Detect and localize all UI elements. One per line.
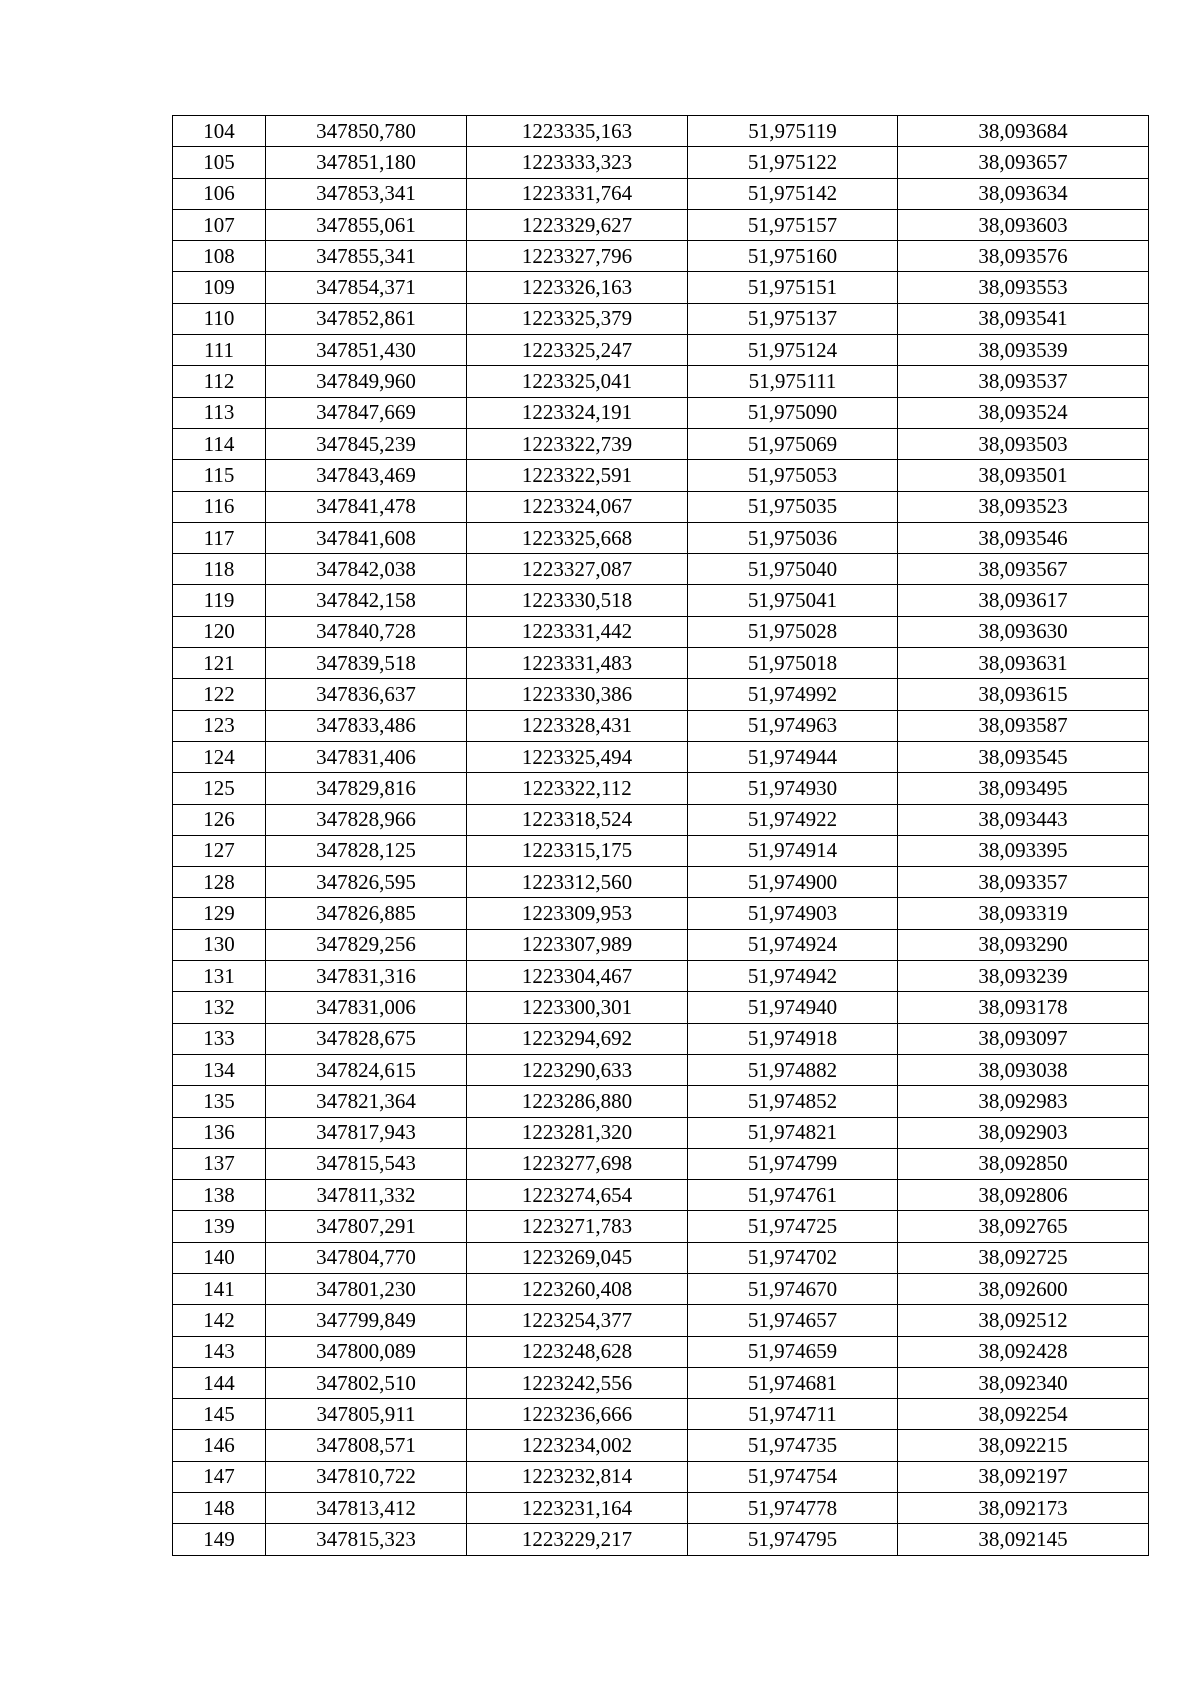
y-coordinate-cell: 1223231,164 — [467, 1493, 688, 1524]
longitude-cell: 38,092145 — [898, 1524, 1149, 1555]
y-coordinate-cell: 1223286,880 — [467, 1086, 688, 1117]
latitude-cell: 51,975053 — [688, 460, 898, 491]
y-coordinate-cell: 1223277,698 — [467, 1148, 688, 1179]
x-coordinate-cell: 347840,728 — [266, 616, 467, 647]
latitude-cell: 51,974924 — [688, 929, 898, 960]
y-coordinate-cell: 1223274,654 — [467, 1180, 688, 1211]
x-coordinate-cell: 347828,966 — [266, 804, 467, 835]
y-coordinate-cell: 1223307,989 — [467, 929, 688, 960]
point-number-cell: 142 — [173, 1305, 266, 1336]
table-row — [173, 1399, 1149, 1430]
x-coordinate-cell: 347817,943 — [266, 1117, 467, 1148]
table-row — [173, 1211, 1149, 1242]
x-coordinate-cell: 347828,125 — [266, 835, 467, 866]
x-coordinate-cell: 347815,323 — [266, 1524, 467, 1555]
x-coordinate-cell: 347855,341 — [266, 241, 467, 272]
table-row — [173, 178, 1149, 209]
point-number-cell: 111 — [173, 335, 266, 366]
point-number-cell: 117 — [173, 522, 266, 553]
latitude-cell: 51,974778 — [688, 1493, 898, 1524]
table-row — [173, 1461, 1149, 1492]
y-coordinate-cell: 1223236,666 — [467, 1399, 688, 1430]
table-row — [173, 1336, 1149, 1367]
x-coordinate-cell: 347831,406 — [266, 741, 467, 772]
x-coordinate-cell: 347839,518 — [266, 648, 467, 679]
x-coordinate-cell: 347842,158 — [266, 585, 467, 616]
y-coordinate-cell: 1223260,408 — [467, 1273, 688, 1304]
point-number-cell: 109 — [173, 272, 266, 303]
x-coordinate-cell: 347810,722 — [266, 1461, 467, 1492]
table-row — [173, 522, 1149, 553]
x-coordinate-cell: 347855,061 — [266, 209, 467, 240]
y-coordinate-cell: 1223322,591 — [467, 460, 688, 491]
table-row — [173, 867, 1149, 898]
y-coordinate-cell: 1223331,764 — [467, 178, 688, 209]
y-coordinate-cell: 1223271,783 — [467, 1211, 688, 1242]
y-coordinate-cell: 1223330,386 — [467, 679, 688, 710]
x-coordinate-cell: 347854,371 — [266, 272, 467, 303]
longitude-cell: 38,093631 — [898, 648, 1149, 679]
x-coordinate-cell: 347813,412 — [266, 1493, 467, 1524]
x-coordinate-cell: 347824,615 — [266, 1054, 467, 1085]
longitude-cell: 38,092806 — [898, 1180, 1149, 1211]
latitude-cell: 51,974681 — [688, 1367, 898, 1398]
longitude-cell: 38,092428 — [898, 1336, 1149, 1367]
longitude-cell: 38,093603 — [898, 209, 1149, 240]
longitude-cell: 38,093634 — [898, 178, 1149, 209]
y-coordinate-cell: 1223242,556 — [467, 1367, 688, 1398]
table-row — [173, 366, 1149, 397]
x-coordinate-cell: 347845,239 — [266, 428, 467, 459]
y-coordinate-cell: 1223331,442 — [467, 616, 688, 647]
longitude-cell: 38,093239 — [898, 961, 1149, 992]
y-coordinate-cell: 1223331,483 — [467, 648, 688, 679]
latitude-cell: 51,974900 — [688, 867, 898, 898]
point-number-cell: 143 — [173, 1336, 266, 1367]
point-number-cell: 132 — [173, 992, 266, 1023]
latitude-cell: 51,974659 — [688, 1336, 898, 1367]
longitude-cell: 38,092765 — [898, 1211, 1149, 1242]
latitude-cell: 51,975090 — [688, 397, 898, 428]
longitude-cell: 38,093523 — [898, 491, 1149, 522]
longitude-cell: 38,093657 — [898, 147, 1149, 178]
latitude-cell: 51,975119 — [688, 116, 898, 147]
table-row — [173, 116, 1149, 147]
y-coordinate-cell: 1223329,627 — [467, 209, 688, 240]
table-row — [173, 1524, 1149, 1555]
latitude-cell: 51,975069 — [688, 428, 898, 459]
point-number-cell: 148 — [173, 1493, 266, 1524]
latitude-cell: 51,974821 — [688, 1117, 898, 1148]
point-number-cell: 149 — [173, 1524, 266, 1555]
point-number-cell: 146 — [173, 1430, 266, 1461]
point-number-cell: 124 — [173, 741, 266, 772]
longitude-cell: 38,093576 — [898, 241, 1149, 272]
longitude-cell: 38,093567 — [898, 554, 1149, 585]
y-coordinate-cell: 1223312,560 — [467, 867, 688, 898]
x-coordinate-cell: 347853,341 — [266, 178, 467, 209]
longitude-cell: 38,093546 — [898, 522, 1149, 553]
x-coordinate-cell: 347852,861 — [266, 303, 467, 334]
x-coordinate-cell: 347821,364 — [266, 1086, 467, 1117]
point-number-cell: 116 — [173, 491, 266, 522]
table-row — [173, 1493, 1149, 1524]
x-coordinate-cell: 347831,316 — [266, 961, 467, 992]
longitude-cell: 38,092903 — [898, 1117, 1149, 1148]
longitude-cell: 38,093097 — [898, 1023, 1149, 1054]
table-row — [173, 616, 1149, 647]
longitude-cell: 38,092512 — [898, 1305, 1149, 1336]
latitude-cell: 51,974711 — [688, 1399, 898, 1430]
latitude-cell: 51,975142 — [688, 178, 898, 209]
longitude-cell: 38,092215 — [898, 1430, 1149, 1461]
latitude-cell: 51,975041 — [688, 585, 898, 616]
table-row — [173, 1086, 1149, 1117]
y-coordinate-cell: 1223330,518 — [467, 585, 688, 616]
longitude-cell: 38,093290 — [898, 929, 1149, 960]
x-coordinate-cell: 347811,332 — [266, 1180, 467, 1211]
y-coordinate-cell: 1223229,217 — [467, 1524, 688, 1555]
longitude-cell: 38,093357 — [898, 867, 1149, 898]
table-row — [173, 1430, 1149, 1461]
y-coordinate-cell: 1223327,796 — [467, 241, 688, 272]
point-number-cell: 106 — [173, 178, 266, 209]
point-number-cell: 139 — [173, 1211, 266, 1242]
point-number-cell: 104 — [173, 116, 266, 147]
latitude-cell: 51,974992 — [688, 679, 898, 710]
point-number-cell: 113 — [173, 397, 266, 428]
point-number-cell: 135 — [173, 1086, 266, 1117]
table-row — [173, 585, 1149, 616]
x-coordinate-cell: 347850,780 — [266, 116, 467, 147]
longitude-cell: 38,092340 — [898, 1367, 1149, 1398]
table-row — [173, 303, 1149, 334]
table-row — [173, 929, 1149, 960]
longitude-cell: 38,093038 — [898, 1054, 1149, 1085]
longitude-cell: 38,093537 — [898, 366, 1149, 397]
y-coordinate-cell: 1223324,191 — [467, 397, 688, 428]
latitude-cell: 51,974852 — [688, 1086, 898, 1117]
latitude-cell: 51,974761 — [688, 1180, 898, 1211]
point-number-cell: 131 — [173, 961, 266, 992]
longitude-cell: 38,093524 — [898, 397, 1149, 428]
table-row — [173, 804, 1149, 835]
x-coordinate-cell: 347802,510 — [266, 1367, 467, 1398]
longitude-cell: 38,093395 — [898, 835, 1149, 866]
coordinates-table — [172, 115, 1149, 1556]
x-coordinate-cell: 347841,608 — [266, 522, 467, 553]
x-coordinate-cell: 347829,816 — [266, 773, 467, 804]
latitude-cell: 51,975157 — [688, 209, 898, 240]
y-coordinate-cell: 1223294,692 — [467, 1023, 688, 1054]
x-coordinate-cell: 347833,486 — [266, 710, 467, 741]
longitude-cell: 38,093553 — [898, 272, 1149, 303]
x-coordinate-cell: 347800,089 — [266, 1336, 467, 1367]
table-row — [173, 147, 1149, 178]
latitude-cell: 51,974799 — [688, 1148, 898, 1179]
x-coordinate-cell: 347799,849 — [266, 1305, 467, 1336]
y-coordinate-cell: 1223281,320 — [467, 1117, 688, 1148]
table-row — [173, 1242, 1149, 1273]
y-coordinate-cell: 1223290,633 — [467, 1054, 688, 1085]
point-number-cell: 114 — [173, 428, 266, 459]
y-coordinate-cell: 1223254,377 — [467, 1305, 688, 1336]
longitude-cell: 38,093503 — [898, 428, 1149, 459]
point-number-cell: 128 — [173, 867, 266, 898]
longitude-cell: 38,093541 — [898, 303, 1149, 334]
table-row — [173, 992, 1149, 1023]
latitude-cell: 51,975111 — [688, 366, 898, 397]
x-coordinate-cell: 347851,180 — [266, 147, 467, 178]
point-number-cell: 138 — [173, 1180, 266, 1211]
y-coordinate-cell: 1223304,467 — [467, 961, 688, 992]
table-row — [173, 710, 1149, 741]
latitude-cell: 51,974942 — [688, 961, 898, 992]
table-row — [173, 460, 1149, 491]
x-coordinate-cell: 347829,256 — [266, 929, 467, 960]
longitude-cell: 38,093587 — [898, 710, 1149, 741]
latitude-cell: 51,974903 — [688, 898, 898, 929]
y-coordinate-cell: 1223333,323 — [467, 147, 688, 178]
latitude-cell: 51,975028 — [688, 616, 898, 647]
x-coordinate-cell: 347826,885 — [266, 898, 467, 929]
longitude-cell: 38,093539 — [898, 335, 1149, 366]
latitude-cell: 51,974735 — [688, 1430, 898, 1461]
table-row — [173, 554, 1149, 585]
point-number-cell: 121 — [173, 648, 266, 679]
longitude-cell: 38,092254 — [898, 1399, 1149, 1430]
table-row — [173, 491, 1149, 522]
longitude-cell: 38,093615 — [898, 679, 1149, 710]
y-coordinate-cell: 1223300,301 — [467, 992, 688, 1023]
y-coordinate-cell: 1223328,431 — [467, 710, 688, 741]
x-coordinate-cell: 347843,469 — [266, 460, 467, 491]
longitude-cell: 38,093443 — [898, 804, 1149, 835]
longitude-cell: 38,093178 — [898, 992, 1149, 1023]
table-row — [173, 1054, 1149, 1085]
table-row — [173, 241, 1149, 272]
y-coordinate-cell: 1223326,163 — [467, 272, 688, 303]
y-coordinate-cell: 1223325,668 — [467, 522, 688, 553]
latitude-cell: 51,974795 — [688, 1524, 898, 1555]
table-row — [173, 428, 1149, 459]
y-coordinate-cell: 1223325,494 — [467, 741, 688, 772]
point-number-cell: 140 — [173, 1242, 266, 1273]
x-coordinate-cell: 347805,911 — [266, 1399, 467, 1430]
longitude-cell: 38,093684 — [898, 116, 1149, 147]
point-number-cell: 144 — [173, 1367, 266, 1398]
latitude-cell: 51,974922 — [688, 804, 898, 835]
y-coordinate-cell: 1223269,045 — [467, 1242, 688, 1273]
table-row — [173, 1180, 1149, 1211]
x-coordinate-cell: 347808,571 — [266, 1430, 467, 1461]
x-coordinate-cell: 347842,038 — [266, 554, 467, 585]
x-coordinate-cell: 347831,006 — [266, 992, 467, 1023]
table-row — [173, 679, 1149, 710]
point-number-cell: 129 — [173, 898, 266, 929]
table-row — [173, 335, 1149, 366]
table-row — [173, 209, 1149, 240]
table-row — [173, 741, 1149, 772]
point-number-cell: 105 — [173, 147, 266, 178]
point-number-cell: 118 — [173, 554, 266, 585]
longitude-cell: 38,093630 — [898, 616, 1149, 647]
longitude-cell: 38,092983 — [898, 1086, 1149, 1117]
table-row — [173, 898, 1149, 929]
latitude-cell: 51,975040 — [688, 554, 898, 585]
longitude-cell: 38,092600 — [898, 1273, 1149, 1304]
point-number-cell: 126 — [173, 804, 266, 835]
latitude-cell: 51,974882 — [688, 1054, 898, 1085]
y-coordinate-cell: 1223327,087 — [467, 554, 688, 585]
y-coordinate-cell: 1223322,112 — [467, 773, 688, 804]
x-coordinate-cell: 347849,960 — [266, 366, 467, 397]
x-coordinate-cell: 347804,770 — [266, 1242, 467, 1273]
x-coordinate-cell: 347828,675 — [266, 1023, 467, 1054]
point-number-cell: 107 — [173, 209, 266, 240]
x-coordinate-cell: 347836,637 — [266, 679, 467, 710]
point-number-cell: 141 — [173, 1273, 266, 1304]
x-coordinate-cell: 347847,669 — [266, 397, 467, 428]
y-coordinate-cell: 1223322,739 — [467, 428, 688, 459]
point-number-cell: 122 — [173, 679, 266, 710]
table-row — [173, 1273, 1149, 1304]
table-row — [173, 272, 1149, 303]
longitude-cell: 38,093319 — [898, 898, 1149, 929]
longitude-cell: 38,092173 — [898, 1493, 1149, 1524]
y-coordinate-cell: 1223318,524 — [467, 804, 688, 835]
latitude-cell: 51,975137 — [688, 303, 898, 334]
latitude-cell: 51,975018 — [688, 648, 898, 679]
point-number-cell: 137 — [173, 1148, 266, 1179]
point-number-cell: 130 — [173, 929, 266, 960]
x-coordinate-cell: 347807,291 — [266, 1211, 467, 1242]
x-coordinate-cell: 347851,430 — [266, 335, 467, 366]
y-coordinate-cell: 1223324,067 — [467, 491, 688, 522]
table-row — [173, 1117, 1149, 1148]
y-coordinate-cell: 1223325,247 — [467, 335, 688, 366]
y-coordinate-cell: 1223232,814 — [467, 1461, 688, 1492]
point-number-cell: 120 — [173, 616, 266, 647]
x-coordinate-cell: 347826,595 — [266, 867, 467, 898]
table-row — [173, 773, 1149, 804]
y-coordinate-cell: 1223325,041 — [467, 366, 688, 397]
longitude-cell: 38,093495 — [898, 773, 1149, 804]
x-coordinate-cell: 347841,478 — [266, 491, 467, 522]
point-number-cell: 119 — [173, 585, 266, 616]
table-row — [173, 961, 1149, 992]
latitude-cell: 51,974944 — [688, 741, 898, 772]
latitude-cell: 51,975124 — [688, 335, 898, 366]
point-number-cell: 123 — [173, 710, 266, 741]
point-number-cell: 112 — [173, 366, 266, 397]
y-coordinate-cell: 1223309,953 — [467, 898, 688, 929]
y-coordinate-cell: 1223335,163 — [467, 116, 688, 147]
latitude-cell: 51,974963 — [688, 710, 898, 741]
latitude-cell: 51,974702 — [688, 1242, 898, 1273]
y-coordinate-cell: 1223248,628 — [467, 1336, 688, 1367]
latitude-cell: 51,974940 — [688, 992, 898, 1023]
latitude-cell: 51,975160 — [688, 241, 898, 272]
x-coordinate-cell: 347801,230 — [266, 1273, 467, 1304]
latitude-cell: 51,974725 — [688, 1211, 898, 1242]
y-coordinate-cell: 1223325,379 — [467, 303, 688, 334]
table-row — [173, 1148, 1149, 1179]
point-number-cell: 108 — [173, 241, 266, 272]
y-coordinate-cell: 1223315,175 — [467, 835, 688, 866]
point-number-cell: 133 — [173, 1023, 266, 1054]
point-number-cell: 125 — [173, 773, 266, 804]
latitude-cell: 51,975151 — [688, 272, 898, 303]
longitude-cell: 38,092850 — [898, 1148, 1149, 1179]
point-number-cell: 127 — [173, 835, 266, 866]
point-number-cell: 134 — [173, 1054, 266, 1085]
x-coordinate-cell: 347815,543 — [266, 1148, 467, 1179]
table-row — [173, 1367, 1149, 1398]
longitude-cell: 38,093617 — [898, 585, 1149, 616]
longitude-cell: 38,093545 — [898, 741, 1149, 772]
latitude-cell: 51,975036 — [688, 522, 898, 553]
table-row — [173, 648, 1149, 679]
point-number-cell: 115 — [173, 460, 266, 491]
latitude-cell: 51,975122 — [688, 147, 898, 178]
longitude-cell: 38,092197 — [898, 1461, 1149, 1492]
table-row — [173, 835, 1149, 866]
latitude-cell: 51,974754 — [688, 1461, 898, 1492]
longitude-cell: 38,092725 — [898, 1242, 1149, 1273]
latitude-cell: 51,974930 — [688, 773, 898, 804]
table-row — [173, 1023, 1149, 1054]
coordinates-table-body — [173, 116, 1149, 1556]
point-number-cell: 110 — [173, 303, 266, 334]
point-number-cell: 136 — [173, 1117, 266, 1148]
latitude-cell: 51,975035 — [688, 491, 898, 522]
point-number-cell: 147 — [173, 1461, 266, 1492]
table-row — [173, 397, 1149, 428]
table-row — [173, 1305, 1149, 1336]
longitude-cell: 38,093501 — [898, 460, 1149, 491]
latitude-cell: 51,974670 — [688, 1273, 898, 1304]
latitude-cell: 51,974657 — [688, 1305, 898, 1336]
latitude-cell: 51,974918 — [688, 1023, 898, 1054]
point-number-cell: 145 — [173, 1399, 266, 1430]
y-coordinate-cell: 1223234,002 — [467, 1430, 688, 1461]
latitude-cell: 51,974914 — [688, 835, 898, 866]
